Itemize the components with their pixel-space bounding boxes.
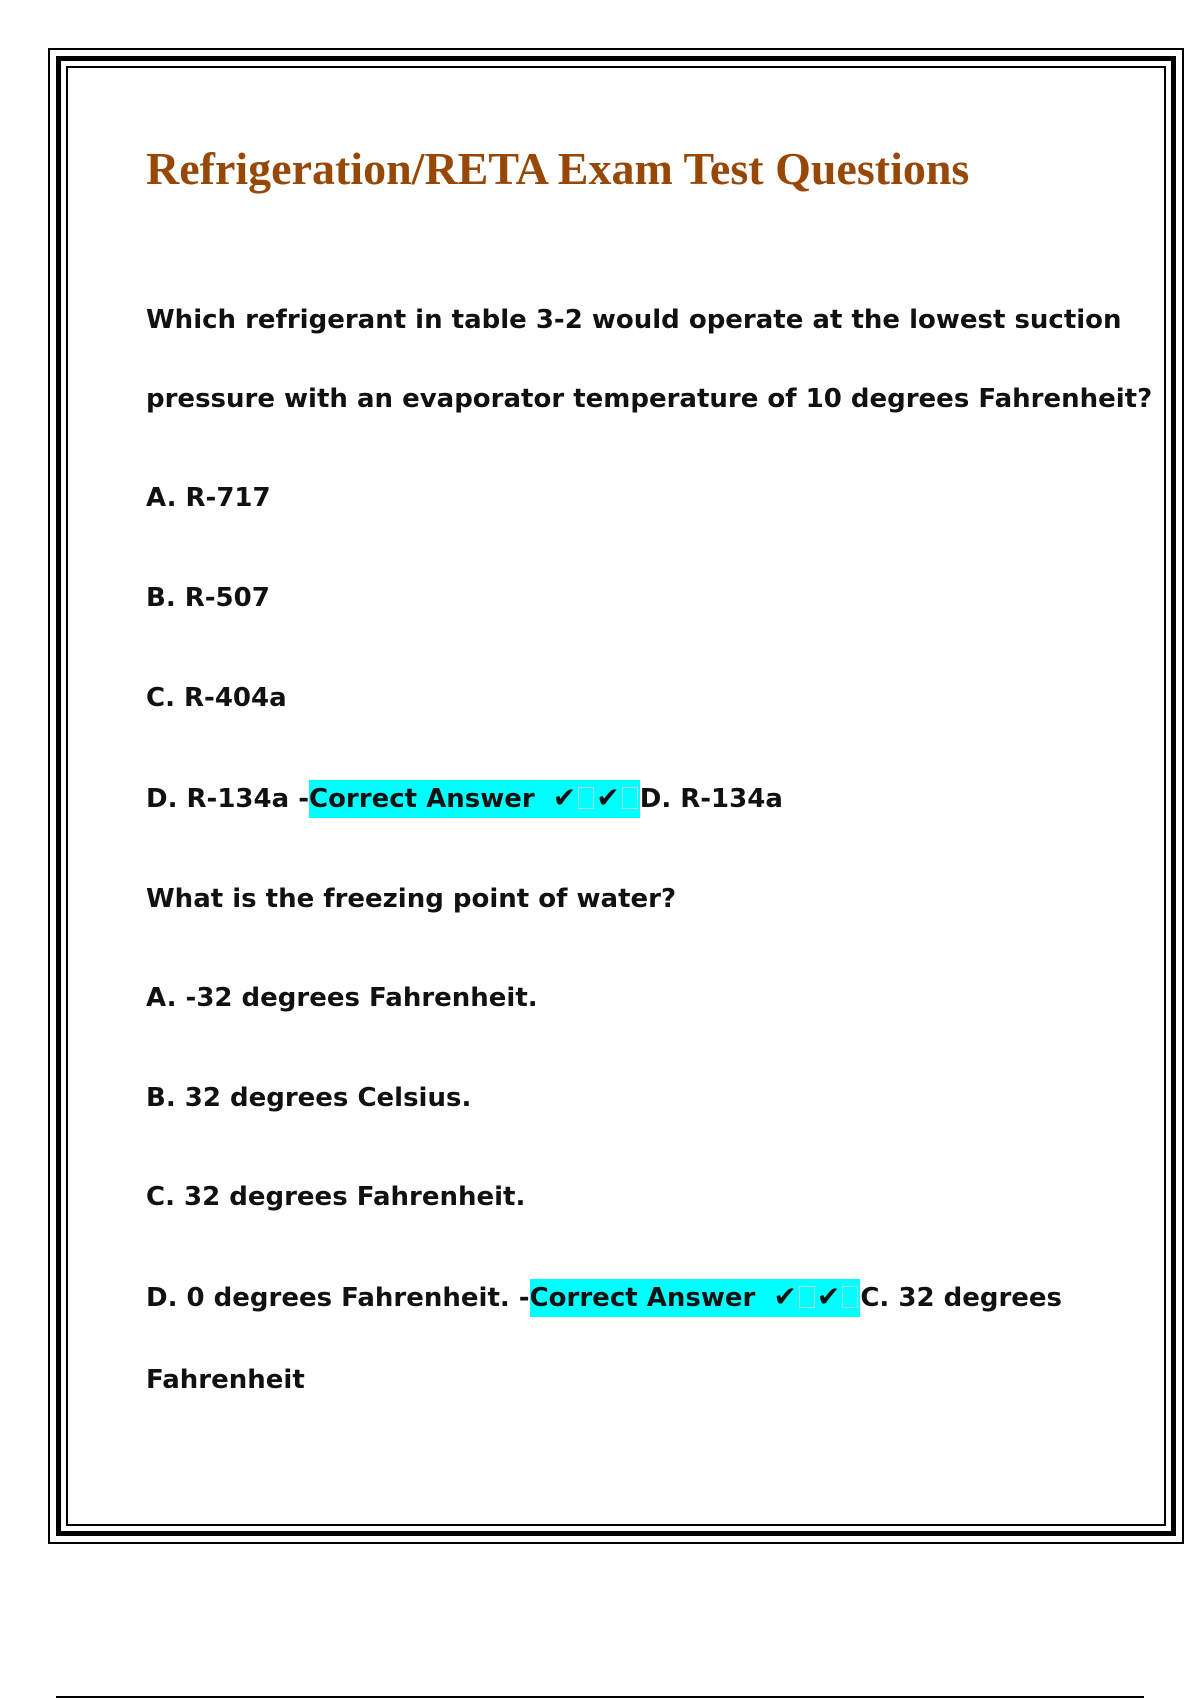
question-2-option-b: B. 32 degrees Celsius. bbox=[146, 1083, 472, 1113]
check-mark-icon: ✔ bbox=[596, 781, 620, 814]
check-mark-icon: ✔ bbox=[816, 1280, 841, 1313]
missing-glyph-icon bbox=[799, 1286, 815, 1308]
question-1-prompt-line-1: Which refrigerant in table 3-2 would operate at the lowest suction bbox=[146, 305, 1122, 335]
missing-glyph-icon bbox=[578, 787, 594, 809]
missing-glyph-icon bbox=[622, 787, 638, 809]
check-mark-icon: ✔ bbox=[773, 1280, 797, 1313]
check-mark-icon: ✔ bbox=[552, 781, 577, 814]
footer-divider bbox=[56, 1696, 1144, 1698]
correct-answer-label: Correct Answer bbox=[308, 784, 535, 814]
correct-answer-label: Correct Answer bbox=[529, 1283, 756, 1313]
question-1-option-b: B. R-507 bbox=[146, 583, 270, 613]
document-title: Refrigeration/RETA Exam Test Questions bbox=[146, 143, 970, 194]
question-2-prompt-line-1: What is the freezing point of water? bbox=[146, 884, 677, 914]
question-1-answer: D. R-134a bbox=[639, 784, 783, 814]
question-2-option-c: C. 32 degrees Fahrenheit. bbox=[146, 1182, 526, 1212]
question-1-option-d-line bbox=[146, 780, 783, 817]
correct-answer-highlight bbox=[530, 1279, 861, 1317]
question-2-answer: C. 32 degrees bbox=[860, 1283, 1063, 1313]
question-2-option-a: A. -32 degrees Fahrenheit. bbox=[146, 983, 538, 1013]
question-1-prompt-line-2: pressure with an evaporator temperature of 10 degrees Fahrenheit? bbox=[146, 384, 1153, 414]
question-2-option-d: D. 0 degrees Fahrenheit. - bbox=[146, 1283, 530, 1313]
correct-answer-highlight bbox=[309, 780, 640, 818]
question-2-option-d-line bbox=[146, 1279, 1062, 1316]
question-2-answer-continued: Fahrenheit bbox=[146, 1365, 305, 1395]
question-1-option-a: A. R-717 bbox=[146, 483, 271, 513]
question-1-option-c: C. R-404a bbox=[146, 683, 287, 713]
question-1-option-d: D. R-134a - bbox=[146, 784, 309, 814]
missing-glyph-icon bbox=[842, 1286, 858, 1308]
